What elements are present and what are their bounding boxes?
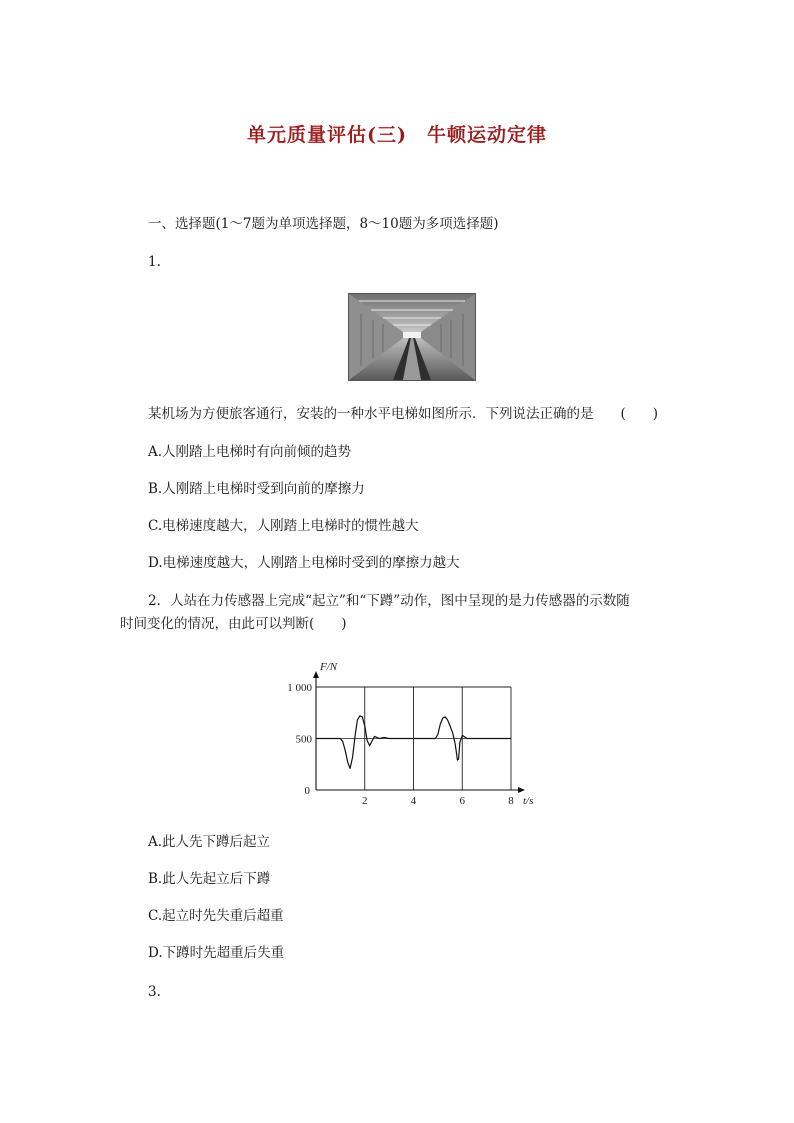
x-tick-label-2: 2 [362,795,368,807]
origin-label: 0 [304,785,310,797]
escalator-photo [348,293,476,381]
question-2-stem-text: 人站在力传感器上完成“起立”和“下蹲”动作，图中呈现的是力传感器的示数随 [170,593,630,609]
force-time-chart-svg [280,655,550,810]
question-1-option-a: A.人刚踏上电梯时有向前倾的趋势 [148,444,352,460]
question-3-number: 3. [148,984,161,1000]
question-1-stem: 某机场为方便旅客通行，安装的一种水平电梯如图所示．下列说法正确的是 ( ) [148,406,659,422]
question-2-stem-line1 [148,592,630,610]
x-tick-label-4: 4 [410,795,417,807]
question-2-option-d: D.下蹲时先超重后失重 [148,945,285,961]
question-2-option-c: C.起立时先失重后超重 [148,908,284,924]
x-tick-label-8: 8 [508,795,514,807]
question-1-option-c: C.电梯速度越大，人刚踏上电梯时的惯性越大 [148,518,419,534]
question-1-option-d: D.电梯速度越大，人刚踏上电梯时受到的摩擦力越大 [148,555,460,571]
force-time-chart [280,655,550,810]
x-axis-label: t/s [523,795,534,807]
question-2-number: 2． [148,593,171,609]
y-tick-label-500: 500 [295,733,312,746]
x-tick-label-6: 6 [459,795,465,807]
y-tick-label-1000: 1 000 [287,682,312,694]
question-1-option-b: B.人刚踏上电梯时受到向前的摩擦力 [148,481,365,497]
x-axis-arrow [518,787,525,793]
page-title: 单元质量评估(三) 牛顿运动定律 [247,124,547,146]
y-axis-label: F/N [320,661,338,673]
question-2-option-a: A.此人先下蹲后起立 [148,834,271,850]
y-axis-arrow [313,671,319,678]
question-2-stem-line2: 时间变化的情况，由此可以判断( ) [120,616,347,632]
section-heading: 一、选择题(1～7题为单项选择题，8～10题为多项选择题) [148,216,499,232]
question-1-number: 1. [148,254,161,270]
question-2-option-b: B.此人先起立后下蹲 [148,871,271,887]
